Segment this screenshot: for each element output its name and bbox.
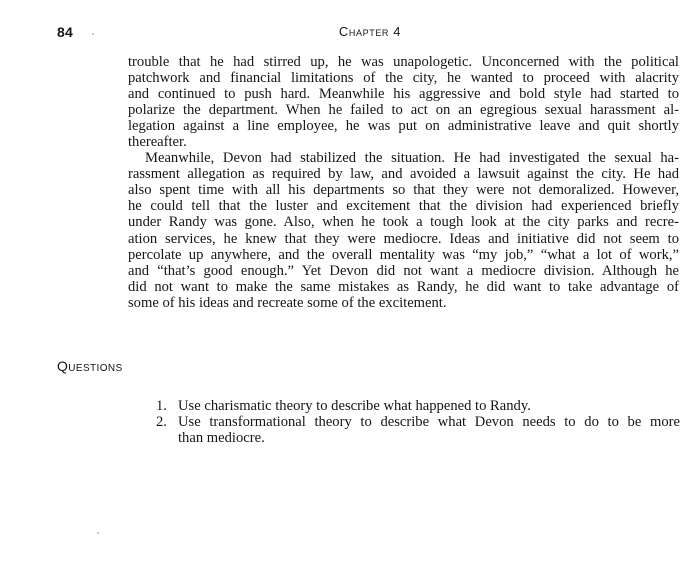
questions-list [156, 398, 680, 446]
text-line: patchwork and financial limitations of the city, he wanted to proceed with alacrity [128, 70, 679, 87]
text-line: also spent time with all his departments so that they were not demoralized. However, [128, 182, 679, 199]
text-line: percolate up anywhere, and the overall mentality was “my job,” “what a lot of work,” [128, 246, 679, 263]
text-line: Meanwhile, Devon had stabilized the situation. He had investigated the sexual ha- [145, 150, 679, 167]
text-line: rassment allegation as required by law, and avoided a lawsuit against the city. He had [128, 166, 679, 183]
question-text [178, 414, 680, 446]
body-text [128, 54, 679, 311]
text-line: thereafter. [128, 134, 187, 151]
text-line: polarize the department. When he failed to act on an egregious sexual harassment al- [128, 102, 679, 119]
question-text [178, 398, 680, 414]
text-line: ation services, he knew that they were mediocre. Ideas and initiative did not seem to [128, 230, 679, 247]
header-speck [92, 33, 94, 35]
page-number: 84 [57, 24, 73, 40]
question-line: Use transformational theory to describe what Devon needs to do to be more [178, 414, 680, 431]
question-number: 2. [156, 414, 167, 431]
text-line: did not want to make the same mistakes as Randy, he did want to take advantage of [128, 278, 679, 295]
question-item [156, 398, 680, 414]
text-line: he could tell that the luster and excitement that the division had experienced briefly [128, 198, 679, 215]
paragraph-1 [128, 54, 679, 150]
section-heading-questions: Questions [57, 358, 123, 374]
question-number: 1. [156, 398, 167, 414]
paragraph-2 [128, 150, 679, 310]
scan-speck [97, 532, 99, 534]
question-item [156, 414, 680, 446]
text-line: legation against a line employee, he was put on administrative leave and quit shortly [128, 118, 679, 135]
question-line: than mediocre. [178, 430, 265, 447]
question-line: Use charismatic theory to describe what happened to Randy. [178, 398, 531, 414]
text-line: under Randy was gone. Also, when he took a tough look at the city parks and recre- [128, 214, 679, 231]
text-line: trouble that he had stirred up, he was unapologetic. Unconcerned with the political [128, 54, 679, 70]
text-line: and “that’s good enough.” Yet Devon did not want a mediocre division. Although he [128, 262, 679, 279]
text-line: some of his ideas and recreate some of the excitement. [128, 294, 447, 311]
text-line: and continued to push hard. Meanwhile his aggressive and bold style had started to [128, 86, 679, 103]
running-head: Chapter 4 [338, 24, 402, 39]
